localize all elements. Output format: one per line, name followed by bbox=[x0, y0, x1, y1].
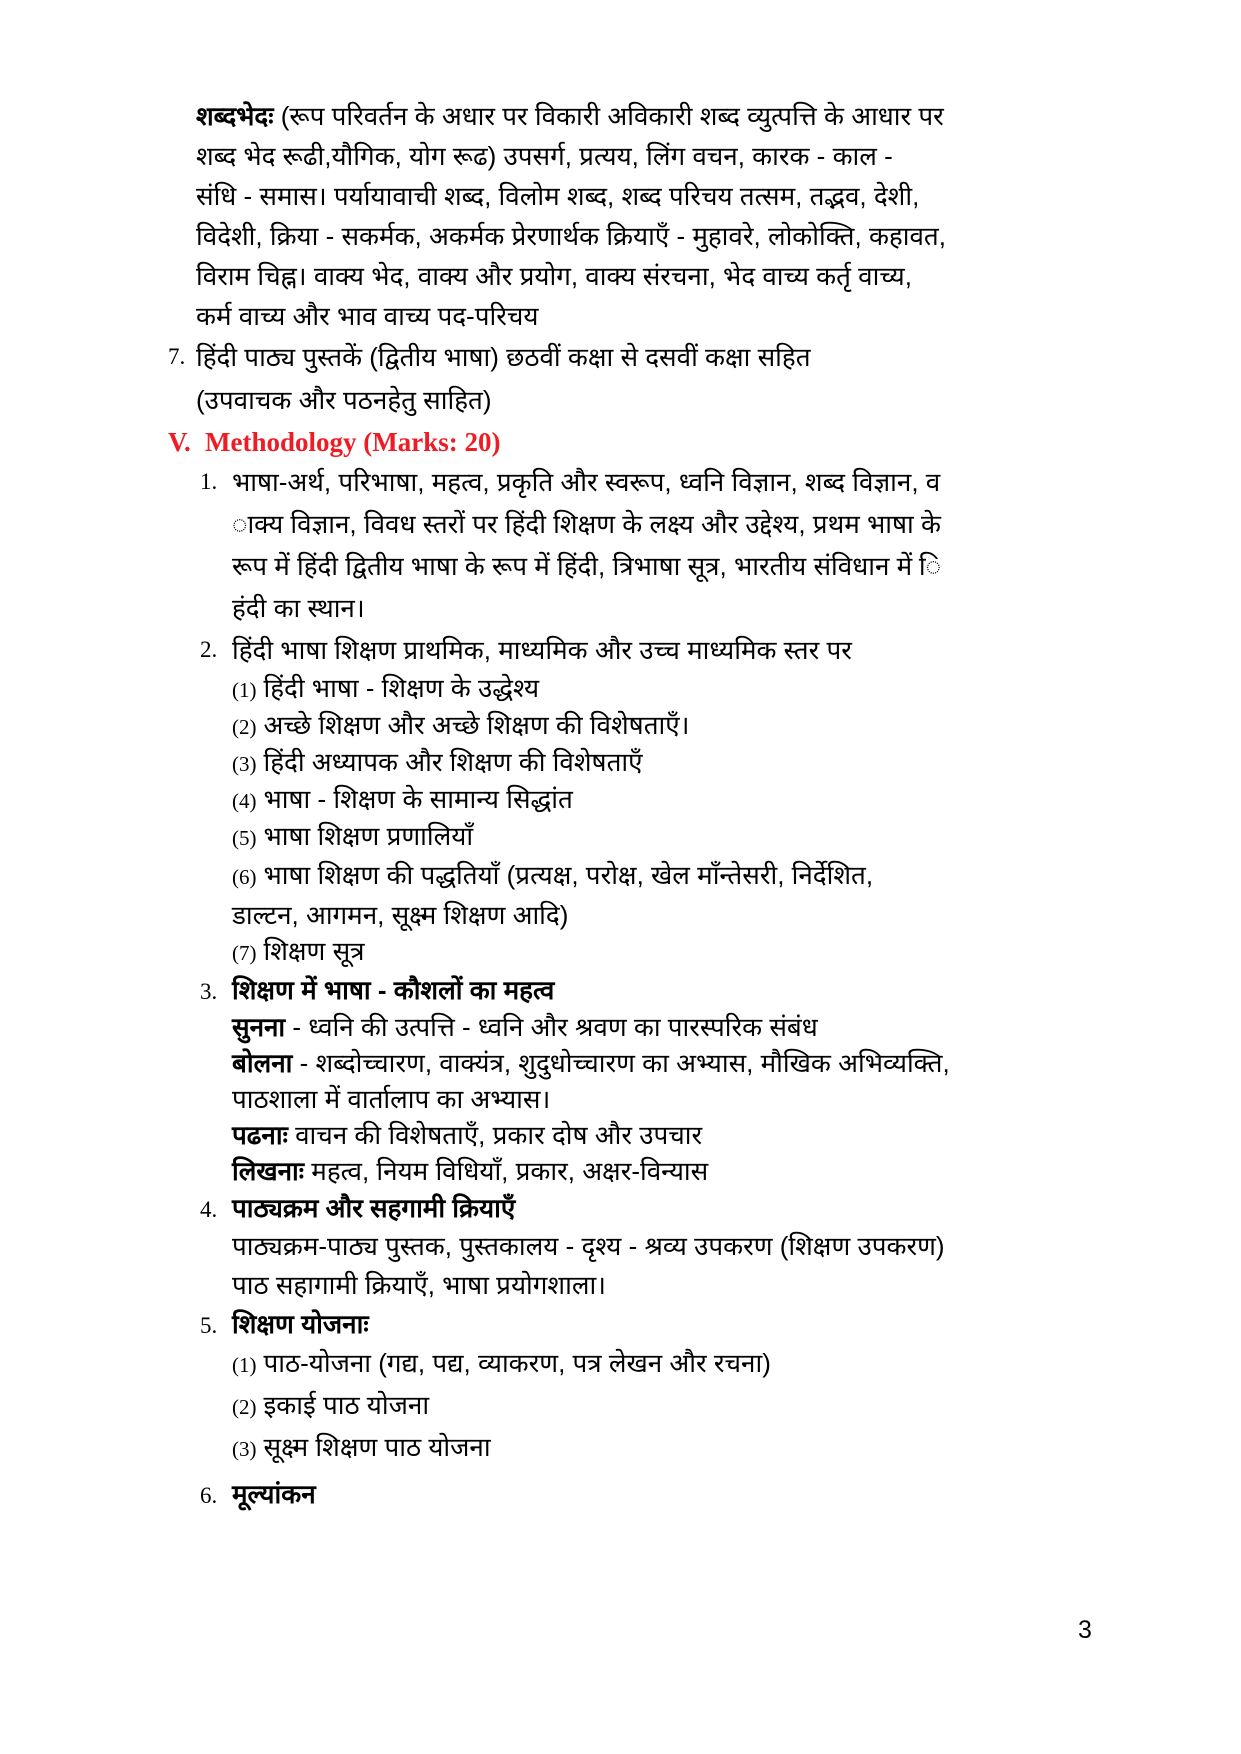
skill-line bbox=[232, 1117, 1118, 1153]
method-item-4-body bbox=[232, 1189, 1118, 1305]
section-heading-methodology bbox=[168, 425, 1118, 459]
skill-line bbox=[232, 1045, 1118, 1081]
skill-text: - शब्दोच्चारण, वाक्यंत्र, शुदुधोच्चारण का अभ्यास, मौखिक अभिव्यक्ति, bbox=[299, 1048, 950, 1078]
method-item-5-body bbox=[232, 1305, 1118, 1469]
paragraph-line: कर्म वाच्य और भाव वाच्य पद-परिचय bbox=[196, 301, 539, 331]
sub-item-number: (5) bbox=[232, 826, 257, 850]
shabdbhed-paragraph bbox=[196, 96, 1118, 336]
sub-item-number: (3) bbox=[232, 752, 257, 776]
list-item-7-line: हिंदी पाठ्य पुस्तकें (द्वितीय भाषा) छठवीं कक्षा से दसवीं कक्षा सहित bbox=[196, 342, 811, 372]
sub-item bbox=[232, 819, 1118, 856]
sub-item-number: (1) bbox=[232, 678, 257, 702]
sub-item bbox=[232, 1343, 1118, 1385]
sub-item-number: (6) bbox=[232, 865, 257, 889]
skill-label: पढनाः bbox=[232, 1120, 288, 1150]
sub-item bbox=[232, 671, 1118, 708]
sub-item-number: (4) bbox=[232, 789, 257, 813]
sub-item bbox=[232, 934, 1118, 971]
skill-label: सुनना bbox=[232, 1012, 286, 1042]
sub-item-number: (2) bbox=[232, 715, 257, 739]
method-item-3-title: शिक्षण में भाषा - कौशलों का महत्व bbox=[232, 975, 555, 1005]
paragraph-line bbox=[196, 96, 1118, 136]
paragraph-lead-term: शब्दभेदः bbox=[196, 101, 274, 131]
method-item-6-body bbox=[232, 1475, 1118, 1513]
method-item-3 bbox=[200, 971, 1118, 1189]
method-item-2-line: हिंदी भाषा शिक्षण प्राथमिक, माध्यमिक और उच्च माध्यमिक स्तर पर bbox=[232, 635, 852, 665]
paragraph-line: शब्द भेद रूढी,यौगिक, योग रूढ) उपसर्ग, प्रत्यय, लिंग वचन, कारक - काल - bbox=[196, 141, 893, 171]
sub-item-number: (7) bbox=[232, 941, 257, 965]
sub-item-text: भाषा - शिक्षण के सामान्य सिद्धांत bbox=[263, 784, 573, 814]
sub-item-text: शिक्षण सूत्र bbox=[263, 936, 365, 966]
method-item-6-number: 6. bbox=[200, 1483, 218, 1508]
sub-item bbox=[232, 1427, 1118, 1469]
method-item-1 bbox=[200, 461, 1118, 629]
paragraph-line: संधि - समास। पर्यायावाची शब्द, विलोम शब्द, शब्द परिचय तत्सम, तद्भव, देशी, bbox=[196, 181, 920, 211]
skill-text: महत्व, नियम विधियाँ, प्रकार, अक्षर-विन्यास bbox=[311, 1156, 709, 1186]
skill-text: - ध्वनि की उत्पत्ति - ध्वनि और श्रवण का पारस्परिक संबंध bbox=[292, 1012, 818, 1042]
method-item-5-title: शिक्षण योजनाः bbox=[232, 1309, 369, 1339]
skill-text: वाचन की विशेषताएँ, प्रकार दोष और उपचार bbox=[295, 1120, 703, 1150]
sub-item-text: पाठ-योजना (गद्य, पद्य, व्याकरण, पत्र लेखन और रचना) bbox=[263, 1348, 771, 1378]
sub-item bbox=[232, 1385, 1118, 1427]
method-item-2 bbox=[200, 629, 1118, 971]
method-item-1-body bbox=[232, 461, 1118, 629]
list-item-7-line: (उपवाचक और पठनहेतु साहित) bbox=[196, 385, 492, 415]
sub-item-text: इकाई पाठ योजना bbox=[263, 1390, 430, 1420]
method-item-4-number: 4. bbox=[200, 1197, 218, 1222]
list-item-7 bbox=[168, 336, 1118, 422]
method-item-1-line: रूप में हिंदी द्वितीय भाषा के रूप में हिंदी, त्रिभाषा सूत्र, भारतीय संविधान में ि bbox=[232, 551, 942, 581]
paragraph-line: विदेशी, क्रिया - सकर्मक, अकर्मक प्रेरणार्थक क्रियाएँ - मुहावरे, लोकोक्ति, कहावत, bbox=[196, 221, 946, 251]
skill-line-continuation: पाठशाला में वार्तालाप का अभ्यास। bbox=[232, 1084, 551, 1114]
section-title: Methodology (Marks: 20) bbox=[205, 427, 501, 457]
method-item-3-body bbox=[232, 971, 1118, 1189]
list-item-7-body bbox=[196, 336, 811, 422]
method-item-4-line: पाठ सहागामी क्रियाएँ, भाषा प्रयोगशाला। bbox=[232, 1270, 607, 1300]
sub-item-text: हिंदी भाषा - शिक्षण के उद्धेश्य bbox=[263, 673, 540, 703]
page-number: 3 bbox=[1078, 1616, 1092, 1644]
sub-item-text: हिंदी अध्यापक और शिक्षण की विशेषताएँ bbox=[263, 747, 643, 777]
section-number: V. bbox=[168, 427, 191, 457]
sub-item bbox=[232, 708, 1118, 745]
skill-line bbox=[232, 1153, 1118, 1189]
method-item-4 bbox=[200, 1189, 1118, 1305]
sub-item-continuation: डाल्टन, आगमन, सूक्ष्म शिक्षण आदि) bbox=[232, 900, 569, 930]
sub-item-number: (1) bbox=[232, 1353, 257, 1377]
method-item-5-number: 5. bbox=[200, 1313, 218, 1338]
sub-item bbox=[232, 782, 1118, 819]
method-item-4-line: पाठ्यक्रम-पाठ्य पुस्तक, पुस्तकालय - दृश्य - श्रव्य उपकरण (शिक्षण उपकरण) bbox=[232, 1231, 945, 1261]
page-content bbox=[168, 96, 1118, 1513]
paragraph-line: विराम चिह्न। वाक्य भेद, वाक्य और प्रयोग, वाक्य संरचना, भेद वाच्य कर्तृ वाच्य, bbox=[196, 261, 912, 291]
sub-item bbox=[232, 745, 1118, 782]
sub-item-text: भाषा शिक्षण प्रणालियाँ bbox=[263, 821, 474, 851]
method-item-1-number: 1. bbox=[200, 469, 218, 494]
skill-label: बोलना bbox=[232, 1048, 293, 1078]
list-item-7-number: 7. bbox=[168, 344, 186, 369]
skill-label: लिखनाः bbox=[232, 1156, 305, 1186]
method-item-6 bbox=[200, 1475, 1118, 1513]
sub-item bbox=[232, 856, 1118, 896]
method-item-5 bbox=[200, 1305, 1118, 1469]
method-item-2-body bbox=[232, 629, 1118, 971]
sub-item-text: भाषा शिक्षण की पद्धतियाँ (प्रत्यक्ष, परोक्ष, खेल माँन्तेसरी, निर्देशित, bbox=[263, 860, 874, 890]
method-item-3-number: 3. bbox=[200, 979, 218, 1004]
paragraph-line-text: (रूप परिवर्तन के अधार पर विकारी अविकारी शब्द व्युत्पत्ति के आधार पर bbox=[280, 101, 944, 131]
sub-item-text: अच्छे शिक्षण और अच्छे शिक्षण की विशेषताएँ। bbox=[263, 710, 690, 740]
sub-item-number: (3) bbox=[232, 1437, 257, 1461]
method-item-1-line: भाषा-अर्थ, परिभाषा, महत्व, प्रकृति और स्वरूप, ध्वनि विज्ञान, शब्द विज्ञान, व bbox=[232, 467, 941, 497]
method-item-1-line: ाक्य विज्ञान, विवध स्तरों पर हिंदी शिक्षण के लक्ष्य और उद्देश्य, प्रथम भाषा के bbox=[232, 509, 941, 539]
skill-line bbox=[232, 1009, 1118, 1045]
method-item-6-title: मूल्यांकन bbox=[232, 1479, 316, 1509]
sub-item-text: सूक्ष्म शिक्षण पाठ योजना bbox=[263, 1432, 491, 1462]
method-item-1-line: हंदी का स्थान। bbox=[232, 593, 365, 623]
sub-item-number: (2) bbox=[232, 1395, 257, 1419]
method-item-2-number: 2. bbox=[200, 637, 218, 662]
method-item-4-title: पाठ्यक्रम और सहगामी क्रियाएँ bbox=[232, 1193, 516, 1223]
